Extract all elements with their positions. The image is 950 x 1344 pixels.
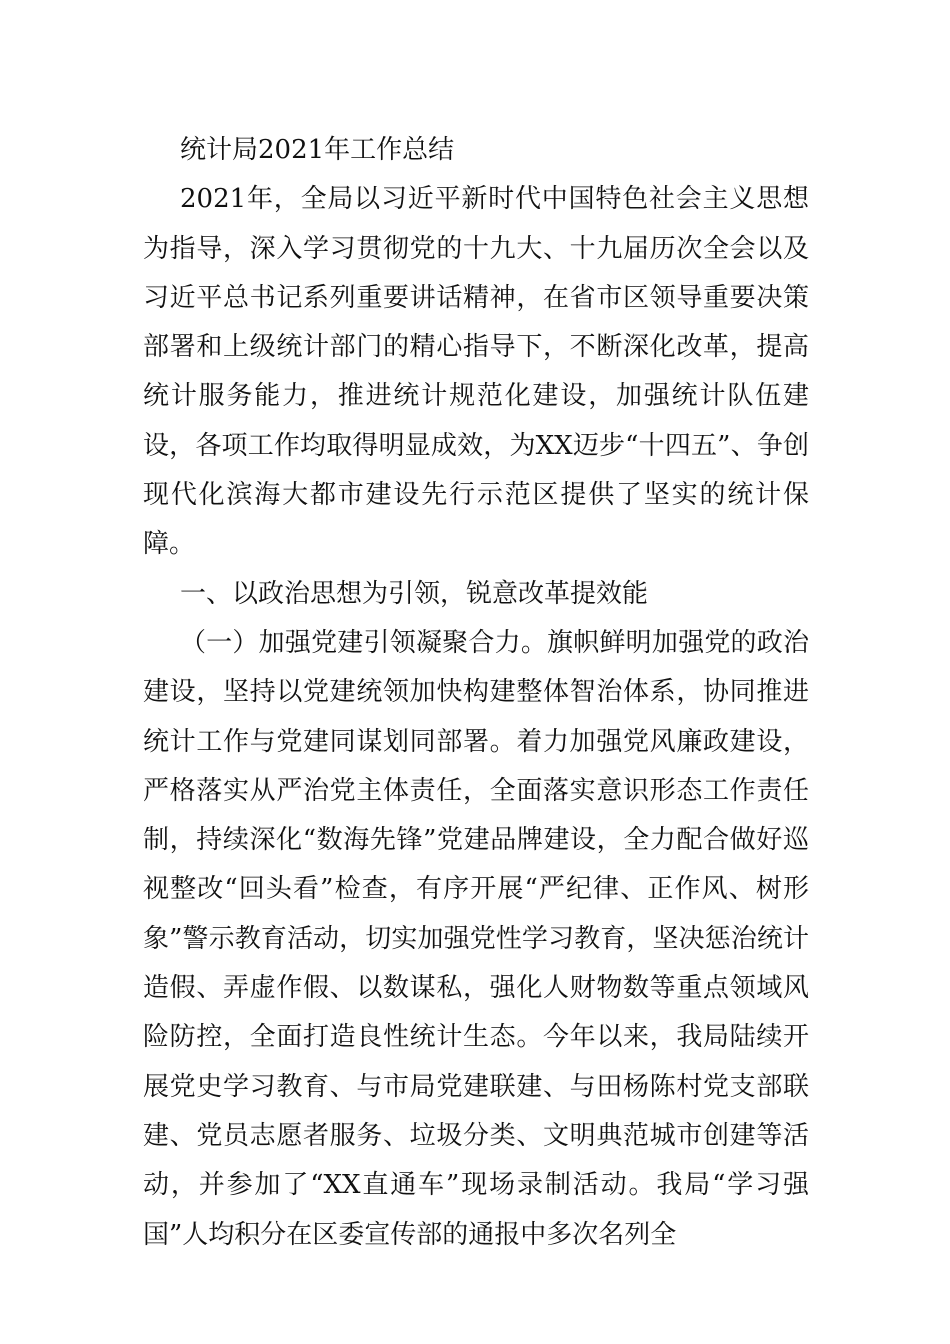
paragraph-party-building: （一）加强党建引领凝聚合力。旗帜鲜明加强党的政治建设，坚持以党建统领加快构建整体智治体系，协同推进统计工作与党建同谋划同部署。着力加强党风廉政建设，严格落实从严治党主体责任，全面落实意识形态工作责任制，持续深化“数海先锋”党建品牌建设，全力配合做好巡视整改“回头看”检查，有序开展“严纪律、正作风、树形象”警示教育活动，切实加强党性学习教育，坚决惩治统计造假、弄虚作假、以数谋私，强化人财物数等重点领域风险防控，全面打造良性统计生态。今年以来，我局陆续开展党史学习教育、与市局党建联建、与田杨陈村党支部联建、党员志愿者服务、垃圾分类、文明典范城市创建等活动，并参加了“XX直通车”现场录制活动。我局“学习强国”人均积分在区委宣传部的通报中多次名列全 [143, 627, 809, 1250]
section-heading-1: 一、以政治思想为引领，锐意改革提效能 [180, 578, 649, 609]
document-body [143, 126, 809, 1260]
document-title: 统计局2021年工作总结 [180, 135, 455, 165]
paragraph-intro: 2021年，全局以习近平新时代中国特色社会主义思想为指导，深入学习贯彻党的十九大、十九届历次全会以及习近平总书记系列重要讲话精神，在省市区领导重要决策部署和上级统计部门的精心指导下，不断深化改革，提高统计服务能力，推进统计规范化建设，加强统计队伍建设，各项工作均取得明显成效，为XX迈步“十四五”、争创现代化滨海大都市建设先行示范区提供了坚实的统计保障。 [143, 184, 809, 560]
